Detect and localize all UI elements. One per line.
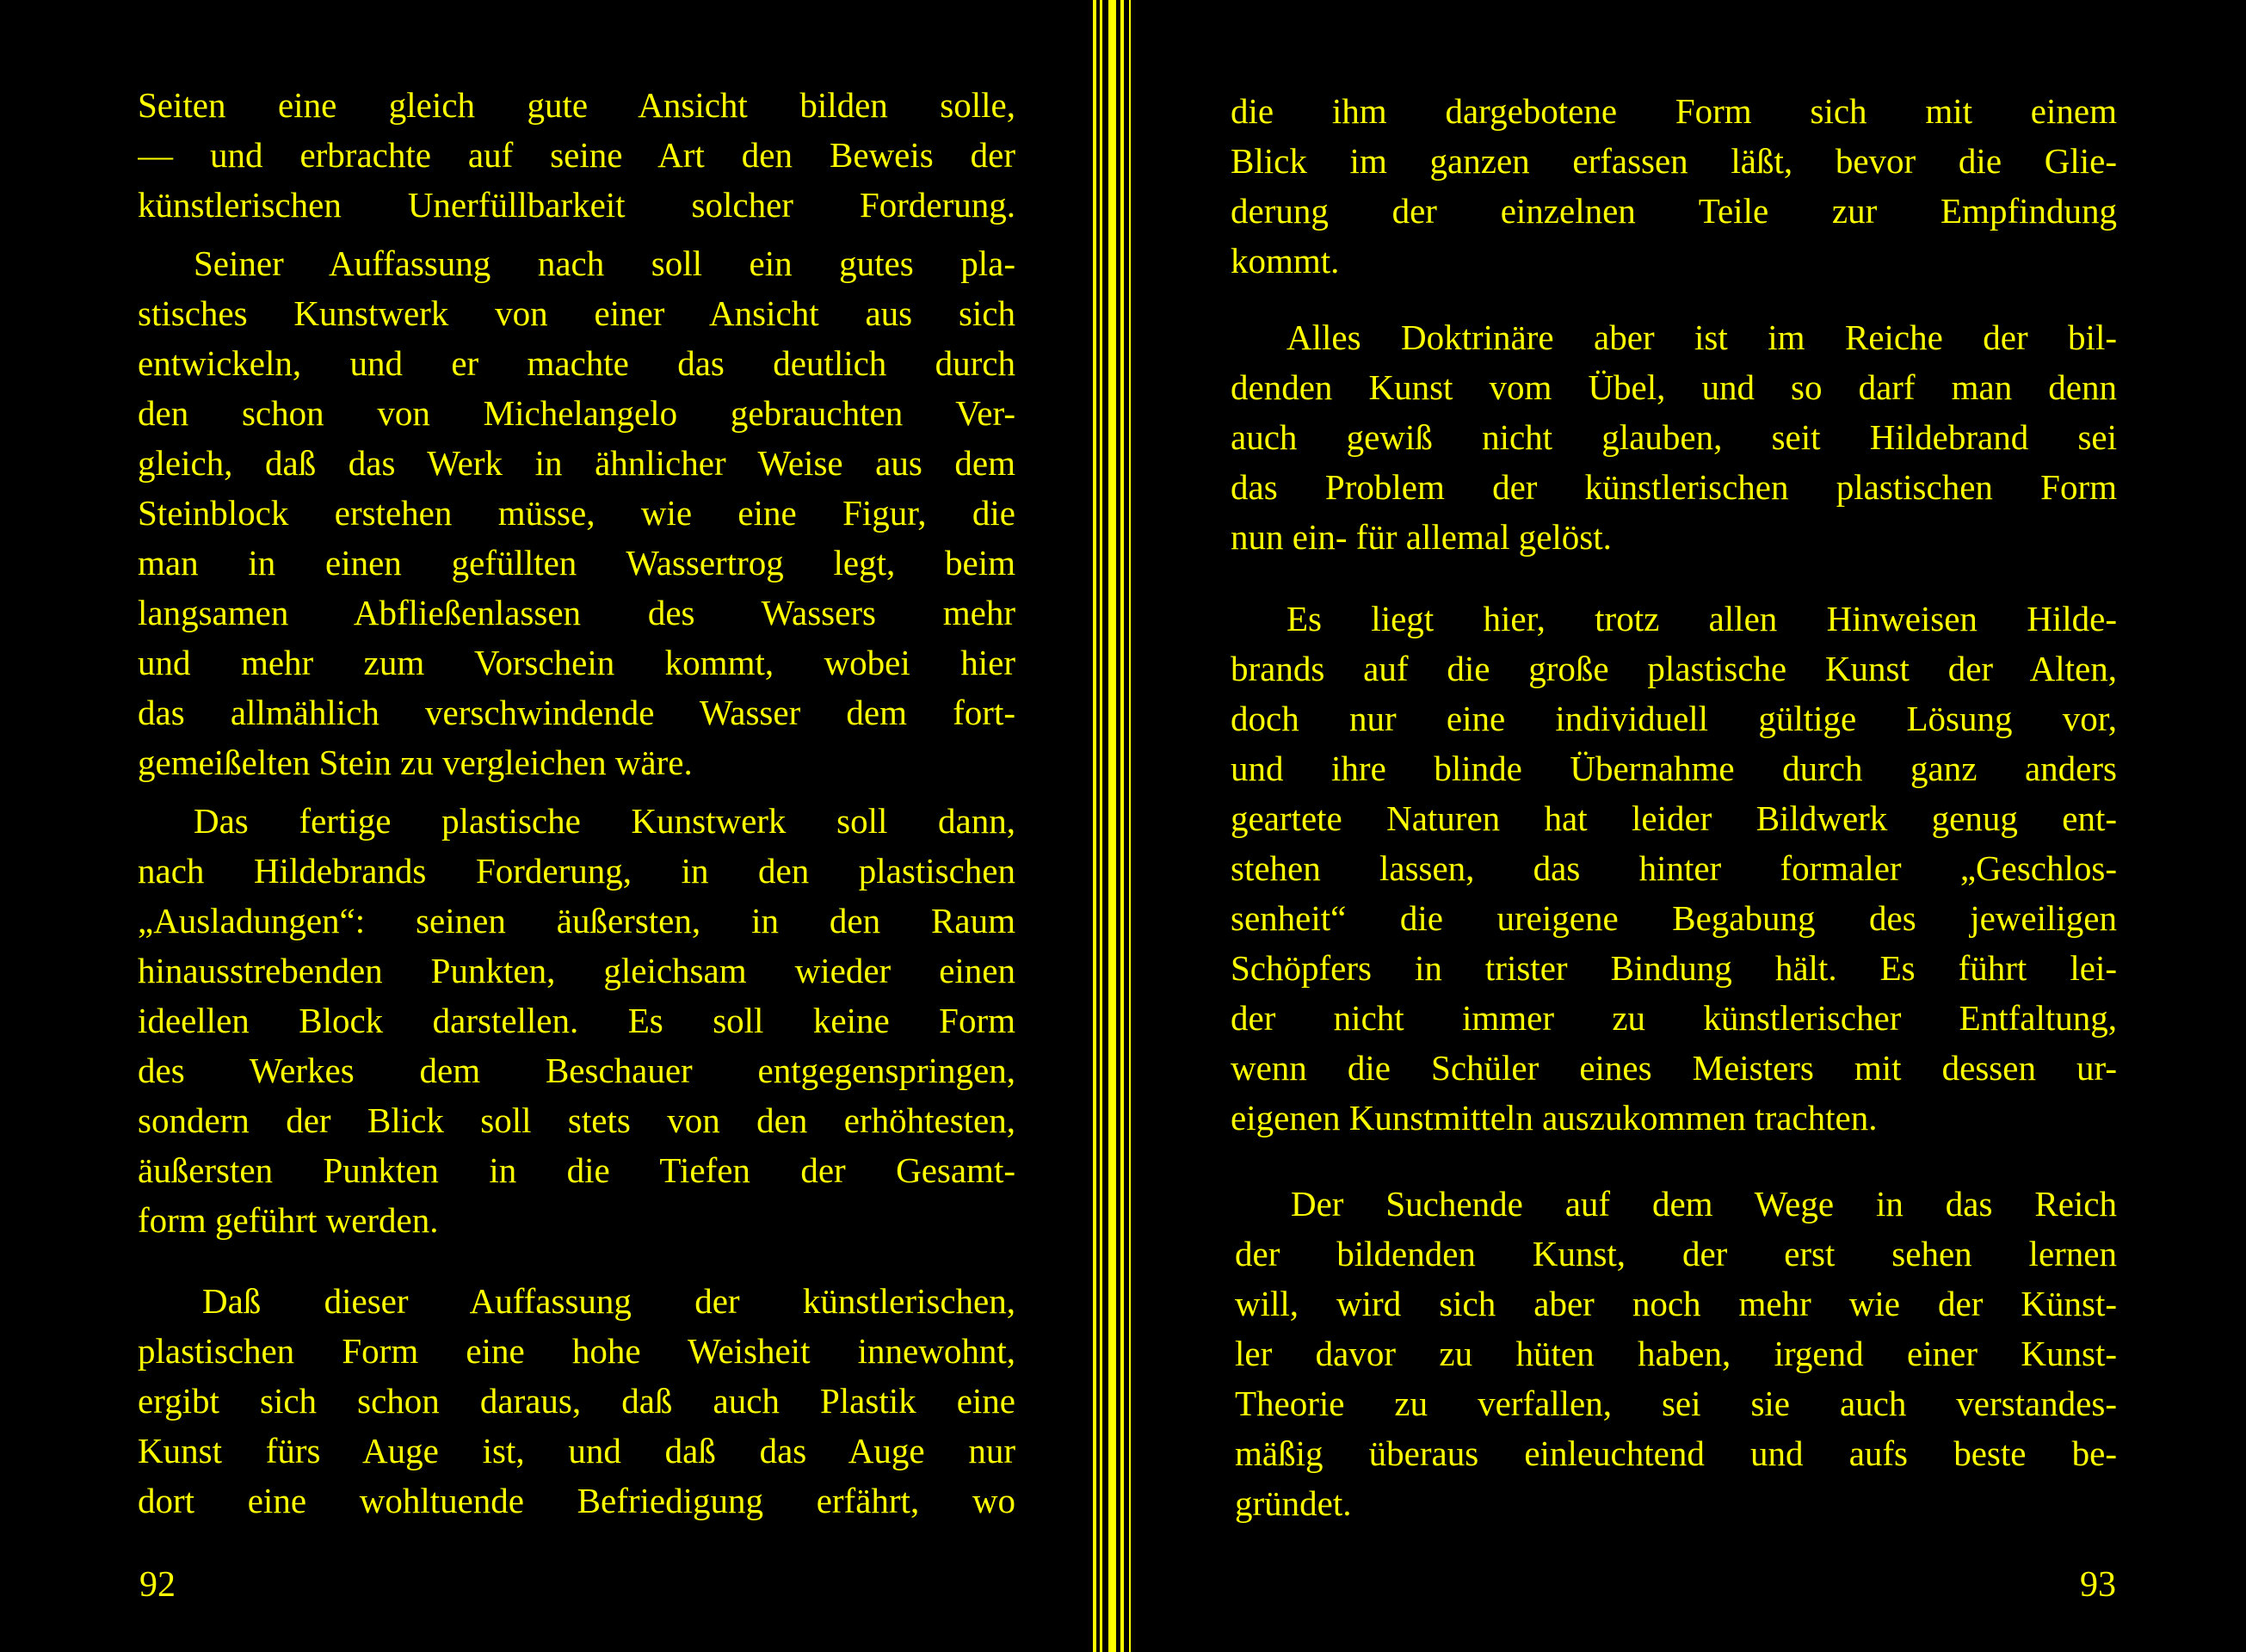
page-number: 92 bbox=[139, 1565, 176, 1605]
right-paragraph-1 bbox=[1231, 86, 2117, 286]
text-line: Kunst fürs Auge ist, und daß das Auge nur bbox=[138, 1431, 1015, 1470]
text-line: Steinblock erstehen müsse, wie eine Figur, die bbox=[138, 493, 1015, 533]
text-line: entwickeln, und er machte das deutlich durch bbox=[138, 343, 1015, 383]
text-line: äußersten Punkten in die Tiefen der Gesamt- bbox=[138, 1150, 1015, 1190]
text-line: gleich, daß das Werk in ähnlicher Weise aus dem bbox=[138, 443, 1015, 483]
text-line: die ihm dargebotene Form sich mit einem bbox=[1231, 91, 2117, 131]
gutter-edge bbox=[1093, 0, 1096, 1652]
gutter-edge bbox=[1120, 0, 1124, 1652]
text-line: ideellen Block darstellen. Es soll keine Form bbox=[138, 1001, 1015, 1040]
text-line: plastischen Form eine hohe Weisheit innewohnt, bbox=[138, 1331, 1015, 1371]
text-line: hinausstrebenden Punkten, gleichsam wieder einen bbox=[138, 951, 1015, 990]
text-line: eigenen Kunstmitteln auszukommen trachten. bbox=[1231, 1098, 1878, 1137]
text-line: dort eine wohltuende Befriedigung erfährt, wo bbox=[138, 1481, 1015, 1520]
page-number: 93 bbox=[2080, 1565, 2116, 1605]
text-line: und mehr zum Vorschein kommt, wobei hier bbox=[138, 643, 1015, 682]
text-line: sondern der Blick soll stets von den erhöhtesten, bbox=[138, 1100, 1015, 1140]
text-line: Schöpfers in trister Bindung hält. Es führt lei- bbox=[1231, 948, 2117, 988]
text-line: den schon von Michelangelo gebrauchten Ver- bbox=[138, 393, 1015, 433]
right-paragraph-2 bbox=[1231, 312, 2117, 562]
text-line: Theorie zu verfallen, sei sie auch verstandes- bbox=[1235, 1384, 2117, 1423]
text-line: Es liegt hier, trotz allen Hinweisen Hilde- bbox=[1287, 599, 2117, 638]
text-line: das allmählich verschwindende Wasser dem fort- bbox=[138, 693, 1015, 732]
text-line: gründet. bbox=[1235, 1483, 1352, 1523]
text-line: ergibt sich schon daraus, daß auch Plastik eine bbox=[138, 1381, 1015, 1421]
text-line: form geführt werden. bbox=[138, 1200, 439, 1240]
text-line: kommt. bbox=[1231, 241, 1340, 280]
text-line: langsamen Abfließenlassen des Wassers mehr bbox=[138, 593, 1015, 632]
text-line: nun ein- für allemal gelöst. bbox=[1231, 517, 1612, 557]
gutter-edge bbox=[1129, 0, 1131, 1652]
text-line: Seiten eine gleich gute Ansicht bilden solle, bbox=[138, 85, 1015, 125]
text-line: nach Hildebrands Forderung, in den plastischen bbox=[138, 851, 1015, 891]
left-paragraph-2 bbox=[138, 238, 1015, 787]
right-paragraph-3 bbox=[1231, 594, 2117, 1143]
text-line: wenn die Schüler eines Meisters mit dessen ur- bbox=[1231, 1048, 2117, 1088]
text-line: Der Suchende auf dem Wege in das Reich bbox=[1291, 1184, 2117, 1224]
text-line: auch gewiß nicht glauben, seit Hildebrand sei bbox=[1231, 417, 2117, 457]
text-line: stisches Kunstwerk von einer Ansicht aus sich bbox=[138, 293, 1015, 333]
text-line: des Werkes dem Beschauer entgegenspringen, bbox=[138, 1051, 1015, 1090]
text-line: und ihre blinde Übernahme durch ganz anders bbox=[1231, 749, 2117, 788]
text-line: Seiner Auffassung nach soll ein gutes pla- bbox=[194, 243, 1015, 283]
right-page bbox=[1140, 0, 2246, 1652]
right-paragraph-4 bbox=[1235, 1179, 2117, 1528]
left-page bbox=[0, 0, 1093, 1652]
text-line: geartete Naturen hat leider Bildwerk genug ent- bbox=[1231, 798, 2117, 838]
text-line: künstlerischen Unerfüllbarkeit solcher Forderung. bbox=[138, 185, 1015, 225]
text-line: senheit“ die ureigene Begabung des jeweiligen bbox=[1231, 898, 2117, 938]
text-line: man in einen gefüllten Wassertrog legt, beim bbox=[138, 543, 1015, 583]
text-line: doch nur eine individuell gültige Lösung vor, bbox=[1231, 699, 2117, 738]
left-paragraph-3 bbox=[138, 796, 1015, 1245]
text-line: mäßig überaus einleuchtend und aufs beste be- bbox=[1235, 1433, 2117, 1473]
left-paragraph-4 bbox=[138, 1276, 1015, 1526]
text-line: brands auf die große plastische Kunst der Alten, bbox=[1231, 649, 2117, 688]
text-line: Blick im ganzen erfassen läßt, bevor die Glie- bbox=[1231, 141, 2117, 181]
text-line: — und erbrachte auf seine Art den Beweis der bbox=[138, 135, 1015, 175]
gutter-edge bbox=[1108, 0, 1116, 1652]
book-gutter bbox=[1091, 0, 1139, 1652]
text-line: der nicht immer zu künstlerischer Entfaltung, bbox=[1231, 998, 2117, 1038]
left-paragraph-1 bbox=[138, 80, 1015, 230]
text-line: das Problem der künstlerischen plastischen Form bbox=[1231, 467, 2117, 507]
text-line: der bildenden Kunst, der erst sehen lernen bbox=[1235, 1234, 2117, 1273]
text-line: gemeißelten Stein zu vergleichen wäre. bbox=[138, 743, 693, 782]
text-line: „Ausladungen“: seinen äußersten, in den Raum bbox=[138, 901, 1015, 940]
gutter-edge bbox=[1100, 0, 1102, 1652]
text-line: denden Kunst vom Übel, und so darf man denn bbox=[1231, 367, 2117, 407]
text-line: Alles Doktrinäre aber ist im Reiche der bil- bbox=[1287, 317, 2117, 357]
text-line: Daß dieser Auffassung der künstlerischen, bbox=[202, 1281, 1015, 1321]
text-line: derung der einzelnen Teile zur Empfindung bbox=[1231, 191, 2117, 231]
text-line: Das fertige plastische Kunstwerk soll dann, bbox=[194, 801, 1015, 841]
text-line: stehen lassen, das hinter formaler „Geschlos- bbox=[1231, 848, 2117, 888]
text-line: ler davor zu hüten haben, irgend einer Kunst- bbox=[1235, 1334, 2117, 1373]
text-line: will, wird sich aber noch mehr wie der Künst- bbox=[1235, 1284, 2117, 1323]
